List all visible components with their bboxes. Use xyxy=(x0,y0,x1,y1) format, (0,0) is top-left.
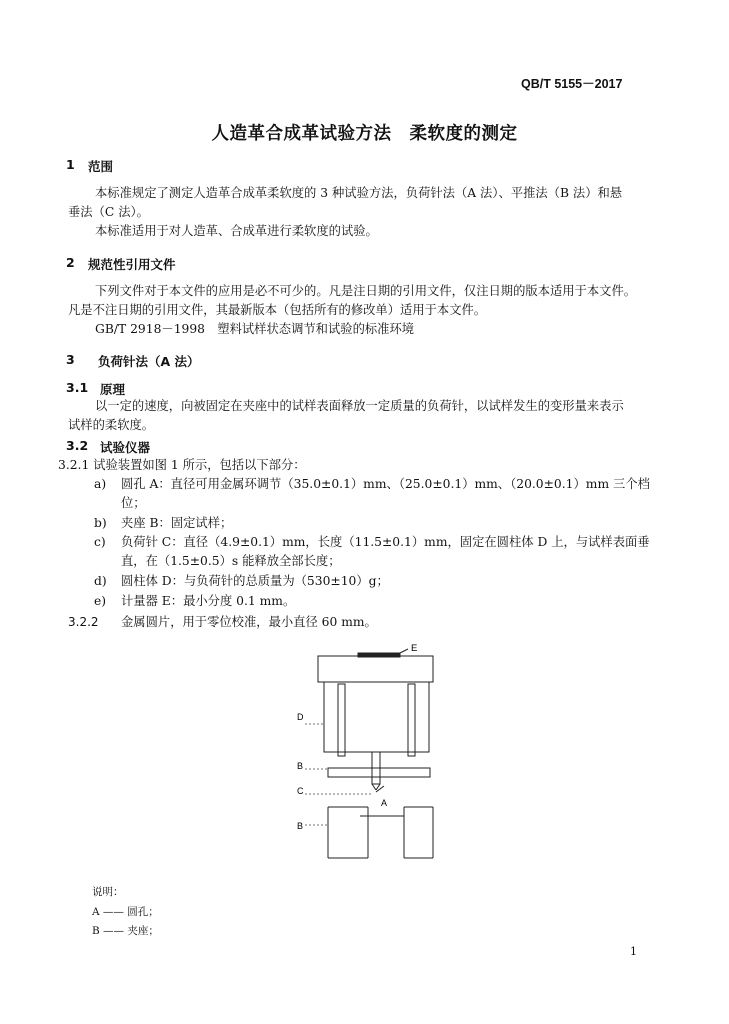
list-item-mark: e) xyxy=(94,594,107,608)
top-bar xyxy=(318,656,433,682)
label-c: C xyxy=(297,786,304,796)
list-item-text: 圆孔 A：直径可用金属环调节（35.0±0.1）mm、（25.0±0.1）mm、（20.0±0.1）mm 三个档 xyxy=(121,477,650,491)
section-1-para-1b: 垂法（C 法）。 xyxy=(68,205,149,219)
section-3-1-heading: 原理 xyxy=(100,382,126,397)
list-item-mark: a) xyxy=(94,477,107,491)
standard-number: QB/T 5155－2017 xyxy=(521,77,623,91)
section-3-1-number: 3.1 xyxy=(66,380,89,395)
section-3-2-heading: 试验仪器 xyxy=(100,440,151,455)
section-3-2-1: 3.2.1 试验装置如图 1 所示，包括以下部分： xyxy=(58,458,306,472)
label-e: E xyxy=(411,643,418,654)
section-1-heading: 范围 xyxy=(88,159,114,174)
section-1-para-1a: 本标准规定了测定人造革合成革柔软度的 3 种试验方法，负荷针法（A 法）、平推法（B 法）和悬 xyxy=(95,186,623,200)
legend-line: A —— 圆孔； xyxy=(92,906,159,918)
apparatus-figure xyxy=(280,636,460,866)
gauge-e xyxy=(358,653,400,657)
list-item-text: 圆柱体 D：与负荷针的总质量为（530±10）g； xyxy=(121,574,389,588)
document-title: 人造革合成革试验方法 柔软度的测定 xyxy=(211,124,518,144)
list-item-mark: d) xyxy=(94,574,107,588)
legend-title: 说明： xyxy=(92,886,124,898)
section-3-1-para-a: 以一定的速度，向被固定在夹座中的试样表面释放一定质量的负荷针，以试样发生的变形量来表示 xyxy=(95,399,624,413)
guide-rod-right xyxy=(408,684,415,756)
guide-rod-left xyxy=(338,684,345,756)
list-item-text-cont: 直，在（1.5±0.5）s 能释放全部长度； xyxy=(121,554,341,568)
label-b-lower: B xyxy=(297,821,304,831)
list-item-text-cont: 位； xyxy=(121,496,146,510)
section-3-2-2-text: 金属圆片，用于零位校准，最小直径 60 mm。 xyxy=(121,615,377,629)
list-item-text: 夹座 B：固定试样； xyxy=(121,516,233,530)
section-3-2-number: 3.2 xyxy=(66,438,89,453)
label-d: D xyxy=(297,712,304,722)
section-1-para-2: 本标准适用于对人造革、合成革进行柔软度的试验。 xyxy=(95,224,378,238)
section-1-number: 1 xyxy=(66,157,75,172)
section-3-heading: 负荷针法（A 法） xyxy=(98,354,200,369)
label-a: A xyxy=(381,798,388,808)
legend-line: B —— 夹座； xyxy=(92,925,159,937)
section-3-2-2-number: 3.2.2 xyxy=(68,615,99,629)
section-2-number: 2 xyxy=(66,255,75,270)
section-2-para-1b: 凡是不注日期的引用文件，其最新版本（包括所有的修改单）适用于本文件。 xyxy=(68,303,487,317)
section-2-para-1a: 下列文件对于本文件的应用是必不可少的。凡是注日期的引用文件，仅注日期的版本适用于本文件。 xyxy=(95,284,637,298)
normative-reference: GB/T 2918－1998 塑料试样状态调节和试验的标准环境 xyxy=(95,322,415,336)
section-2-heading: 规范性引用文件 xyxy=(88,257,176,272)
section-3-number: 3 xyxy=(66,352,75,367)
cylinder-d xyxy=(324,682,429,752)
list-item-mark: b) xyxy=(94,516,107,530)
label-b-upper: B xyxy=(297,761,304,771)
list-item-text: 负荷针 C：直径（4.9±0.1）mm，长度（11.5±0.1）mm，固定在圆柱体 D 上，与试样表面垂 xyxy=(121,535,650,549)
section-3-1-para-b: 试样的柔软度。 xyxy=(68,418,155,432)
list-item-mark: c) xyxy=(94,535,106,549)
list-item-text: 计量器 E：最小分度 0.1 mm。 xyxy=(121,594,296,608)
page-number: 1 xyxy=(630,945,637,958)
clamp-b-upper xyxy=(328,768,430,777)
